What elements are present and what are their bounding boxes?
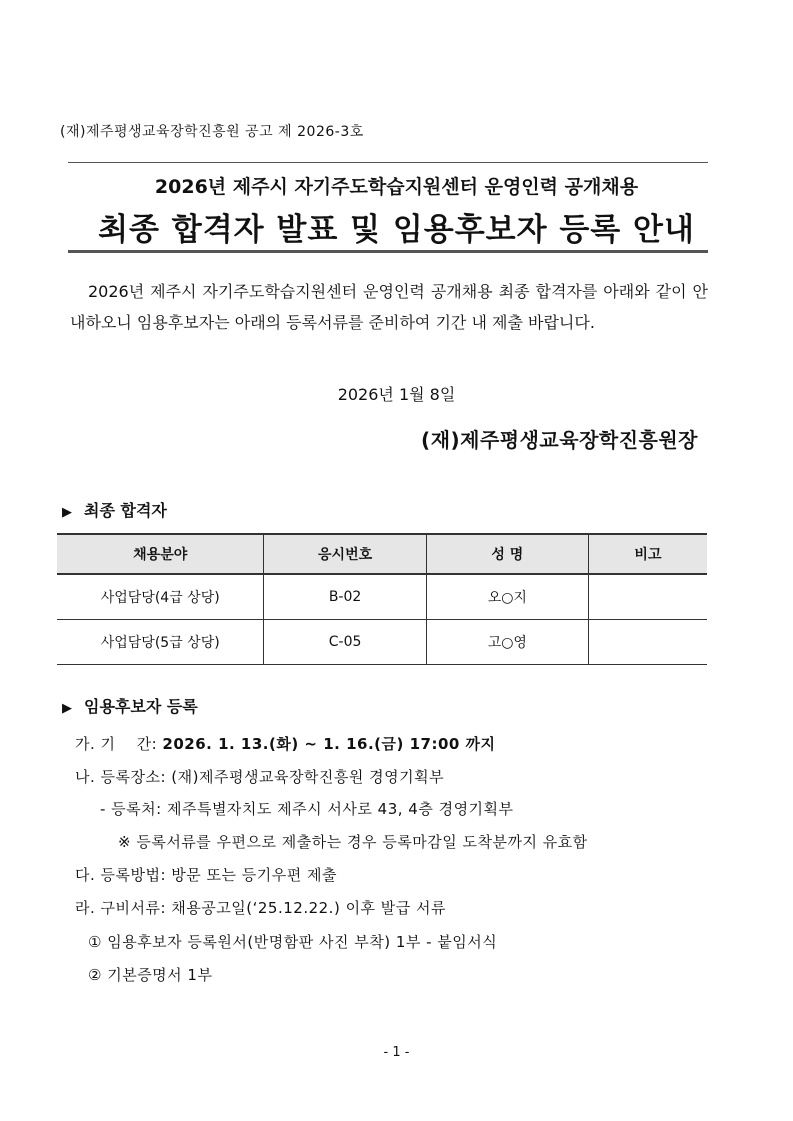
table-row [57,620,707,665]
notice-number: (재)제주평생교육장학진흥원 공고 제 2026-3호 [60,124,364,140]
column-header-field: 채용분야 [57,534,264,574]
cell-name: 오○지 [426,574,588,620]
title-bottom-rule [68,250,708,253]
column-header-name: 성 명 [426,534,588,574]
section-heading-label: 임용후보자 등록 [84,697,198,716]
document-item: ② 기본증명서 1부 [88,966,213,984]
title-line-2: 최종 합격자 발표 및 임용후보자 등록 안내 [98,212,695,248]
triangle-right-icon: ▶ [62,701,72,716]
column-header-remarks: 비고 [588,534,707,574]
issuer-name: (재)제주평생교육장학진흥원장 [421,428,698,452]
period-value: 2026. 1. 13.(화) ~ 1. 16.(금) 17:00 까지 [162,735,496,753]
cell-name: 고○영 [426,620,588,665]
document-item: ① 임용후보자 등록원서(반명함판 사진 부착) 1부 - 붙임서식 [88,933,498,951]
column-header-exam-number: 응시번호 [264,534,426,574]
registration-note: ※ 등록서류를 우편으로 제출하는 경우 등록마감일 도착분까지 유효함 [118,833,588,851]
cell-remarks [588,620,707,665]
period-label: 가. 기 간: [75,735,163,753]
triangle-right-icon: ▶ [62,505,72,520]
title-line-1: 2026년 제주시 자기주도학습지원센터 운영인력 공개채용 [154,176,639,198]
page-number: - 1 - [383,1045,410,1060]
section-registration-heading [62,694,198,717]
cell-exam-number: C-05 [264,620,426,665]
cell-field: 사업담당(4급 상당) [57,574,264,620]
required-documents: 라. 구비서류: 채용공고일(‘25.12.22.) 이후 발급 서류 [75,899,447,917]
table-row [57,574,707,620]
cell-field: 사업담당(5급 상당) [57,620,264,665]
registration-method: 다. 등록방법: 방문 또는 등기우편 제출 [75,866,338,884]
intro-paragraph: 2026년 제주시 자기주도학습지원센터 운영인력 공개채용 최종 합격자를 아래와 같이 안내하오니 임용후보자는 아래의 등록서류를 준비하여 기간 내 제출 바랍니다. [70,282,708,332]
cell-exam-number: B-02 [264,574,426,620]
registration-place: 나. 등록장소: (재)제주평생교육장학진흥원 경영기획부 [75,768,445,786]
section-final-passers-heading [62,498,167,521]
registration-address: - 등록처: 제주특별자치도 제주시 서사로 43, 4층 경영기획부 [100,800,514,818]
passers-table [57,533,707,665]
notice-date: 2026년 1월 8일 [337,385,456,404]
section-heading-label: 최종 합격자 [84,501,167,520]
cell-remarks [588,574,707,620]
title-top-rule [68,162,708,163]
table-header-row [57,534,707,574]
registration-period [75,733,496,754]
